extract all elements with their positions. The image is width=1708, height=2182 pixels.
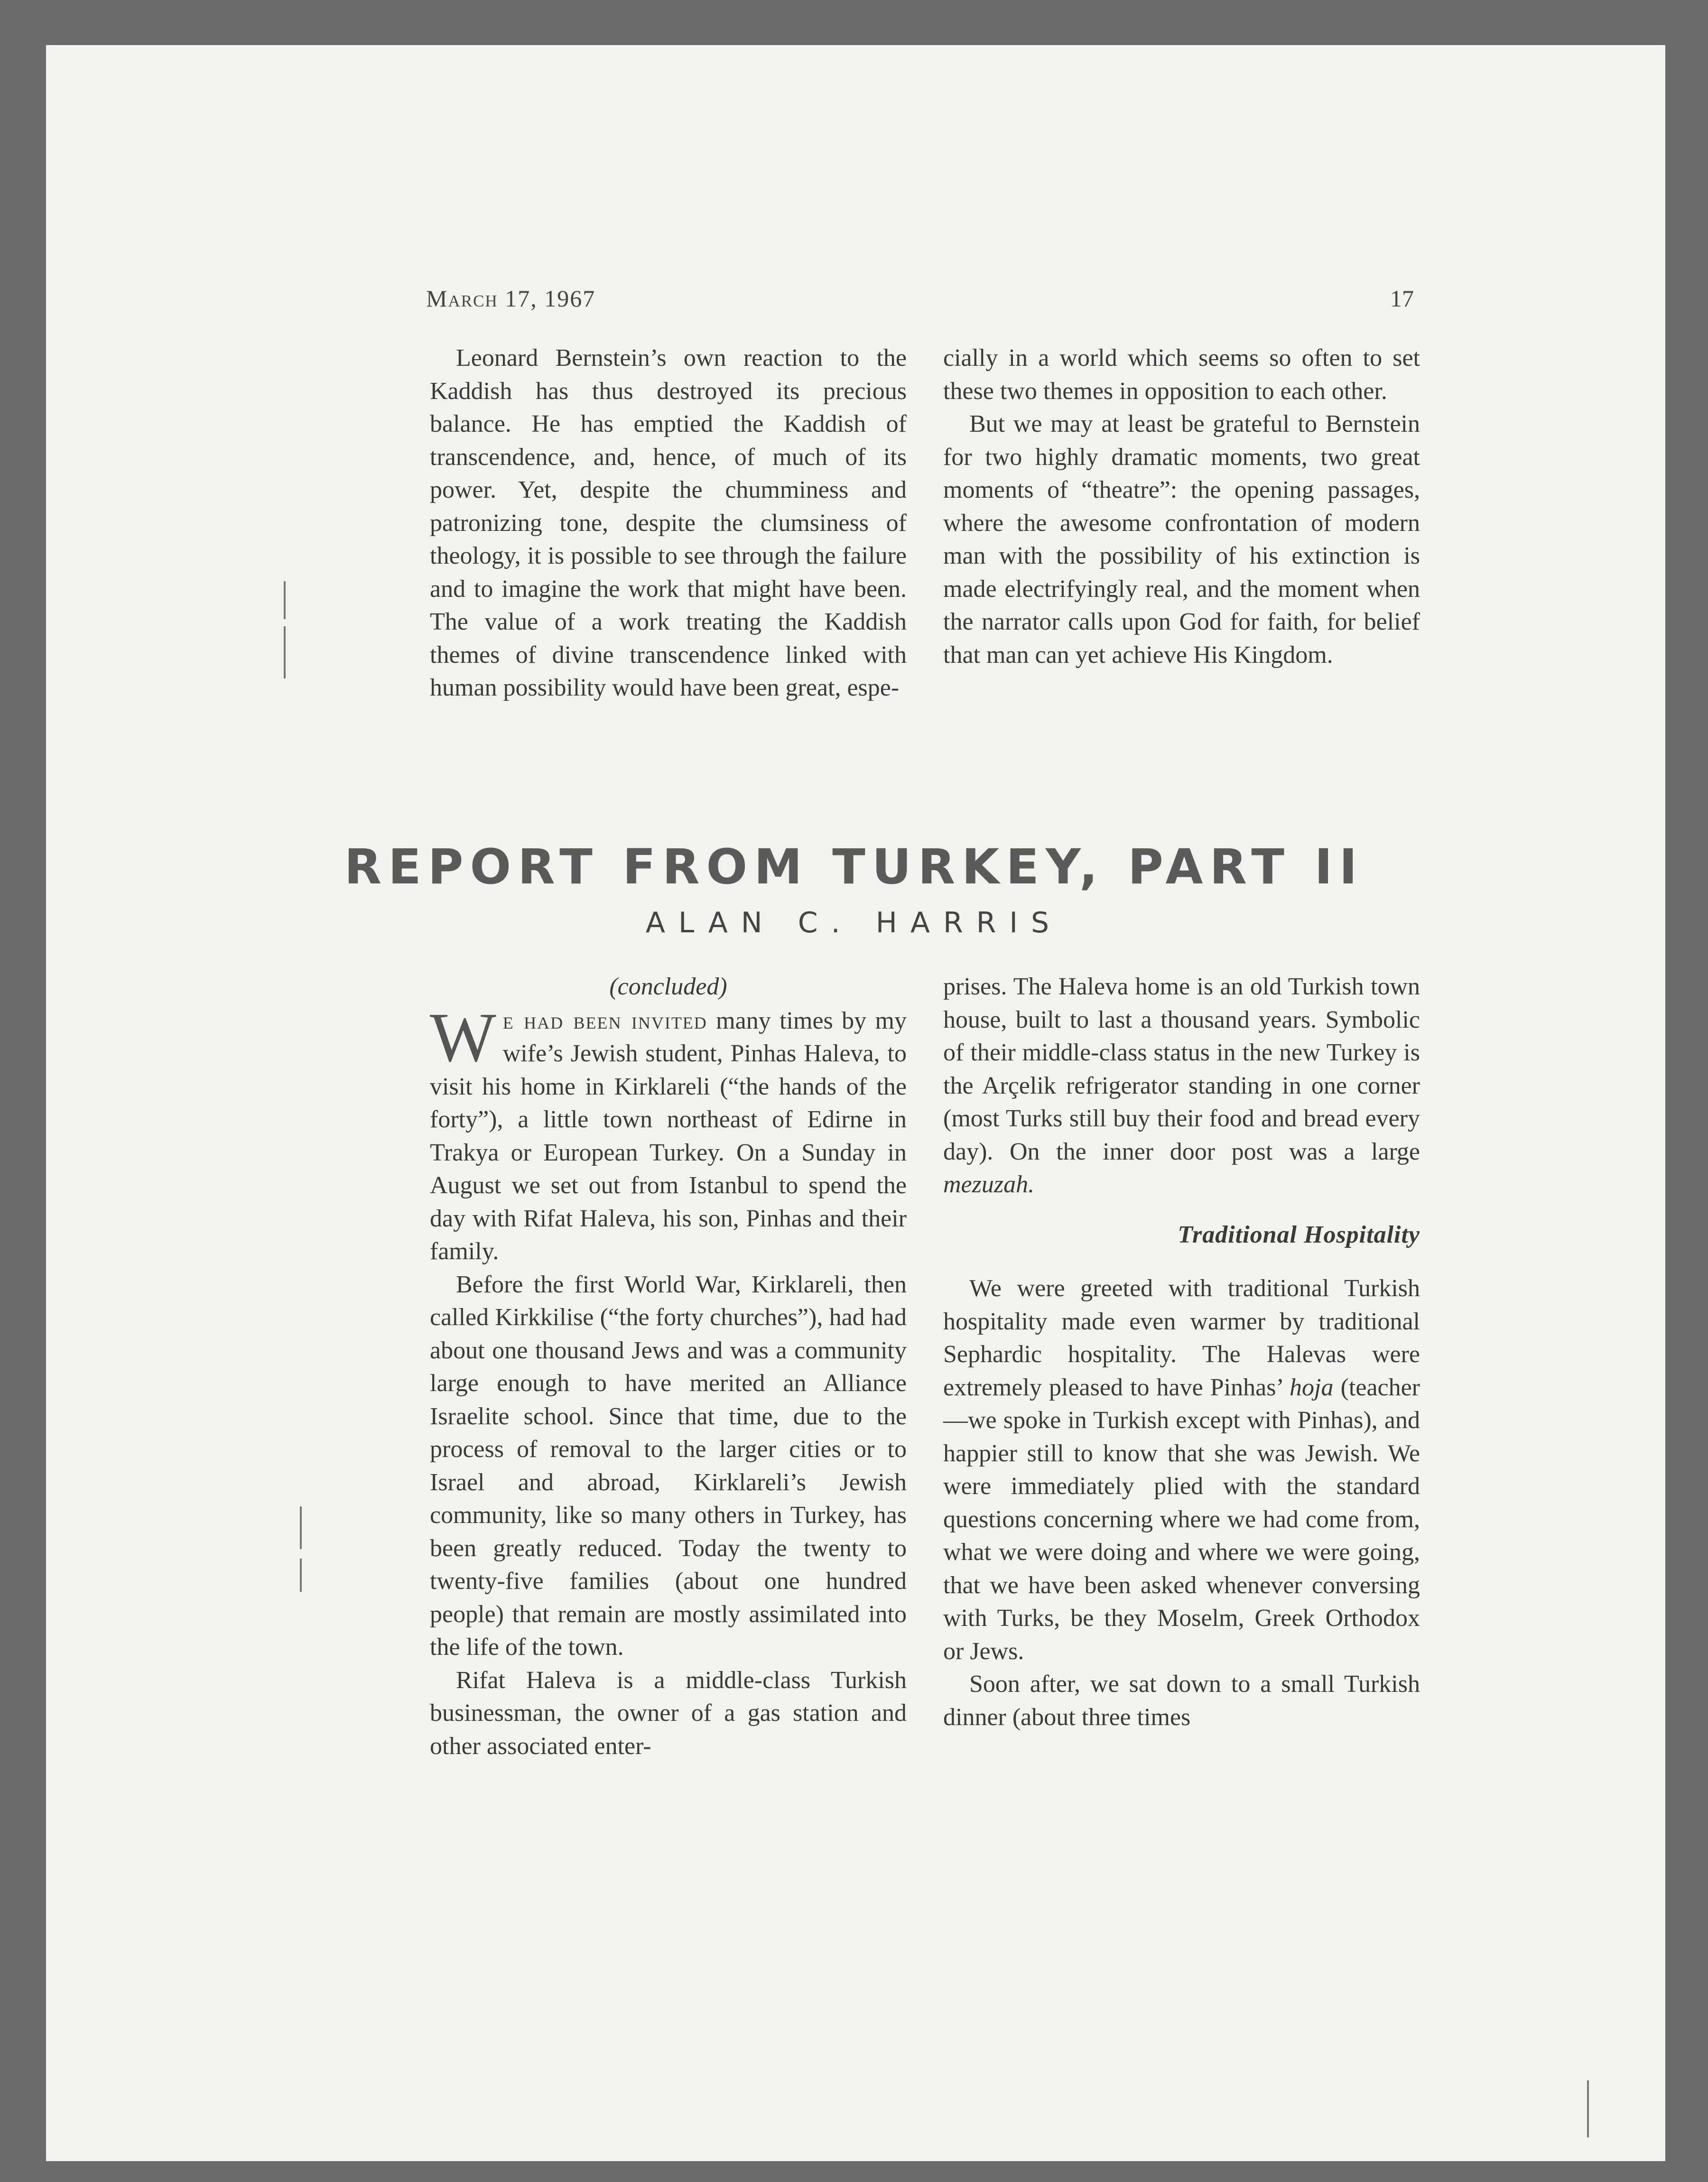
- column-prev-left: [430, 342, 907, 705]
- paragraph-text: (teacher—we spoke in Turkish except with Pinhas), and happier still to know that she was Jewish. We were immediately plied with the standard questions concerning where we had come from, what we were doing and where we were going, that we have been asked whenever conversing with Turks, be they Moselm, Greek Orthodox or Jews.: [943, 1374, 1420, 1665]
- paragraph: Leonard Bernstein’s own reaction to the Kaddish has thus destroyed its precious balance. He has emptied the Kaddish of transcendence, and, hence, of much of its power. Yet, despite the chumminess and patronizing tone, despite the clumsiness of theology, it is possible to see through the failure and to imagine the work that might have been. The value of a work treating the Kaddish themes of divine transcendence linked with human possibility would have been great, espe-: [430, 344, 907, 701]
- issue-date: March 17, 1967: [426, 285, 596, 312]
- page-number: 17: [1390, 285, 1414, 312]
- page-header: [426, 285, 1414, 312]
- first-paragraph: [430, 998, 907, 1268]
- italic-word: mezuzah.: [943, 1171, 1035, 1198]
- paragraph: cially in a world which seems so often to set these two themes in opposition to each other.: [943, 344, 1420, 405]
- article-title: REPORT FROM TURKEY, PART II: [344, 839, 1364, 895]
- paragraph: [943, 1272, 1420, 1668]
- paragraph: Before the first World War, Kirklareli, then called Kirkkilise (“the forty churches”), had had about one thousand Jews and was a community large enough to have merited an Alliance Israelite school. Since that time, due to the process of removal to the larger cities or to Israel and abroad, Kirklareli’s Jewish community, like so many others in Turkey, has been greatly reduced. Today the twenty to twenty-five families (about one hundred people) that remain are mostly assimilated into the life of the town.: [430, 1271, 907, 1661]
- column-article-right: [943, 970, 1420, 1734]
- italic-word: hoja: [1290, 1374, 1334, 1401]
- paragraph: Rifat Haleva is a middle-class Turkish businessman, the owner of a gas station and other associated enter-: [430, 1666, 907, 1760]
- concluded-note: (concluded): [609, 973, 727, 1000]
- column-article-left: [430, 970, 907, 1763]
- paragraph-text: prises. The Haleva home is an old Turkish town house, built to last a thousand years. Symbolic of their middle-class status in the new Turkey is the Arçelik refrigerator standing in one corner (most Turks still buy their food and bread every day). On the inner door post was a large: [943, 973, 1420, 1165]
- scan-mark: [300, 1506, 302, 1549]
- scan-mark: [284, 581, 286, 619]
- subheading: Traditional Hospitality: [1178, 1221, 1420, 1248]
- scan-mark: [1587, 2080, 1589, 2137]
- paragraph-text: We were greeted with traditional Turkish hospitality made even warmer by traditional Sephardic hospitality. The Halevas were extremely pleased to have Pinhas’: [943, 1275, 1420, 1401]
- paragraph: [943, 970, 1420, 1201]
- scan-mark: [284, 626, 286, 678]
- paragraph: Soon after, we sat down to a small Turkish dinner (about three times: [943, 1671, 1420, 1731]
- drop-cap: W: [430, 998, 496, 1077]
- first-paragraph-text: many times by my wife’s Jewish student, Pinhas Haleva, to visit his home in Kirklareli (“the hands of the forty”), a little town northeast of Edirne in Trakya or European Turkey. On a Sunday in August we set out from Istanbul to spend the day with Rifat Haleva, his son, Pinhas and their family.: [430, 1007, 907, 1265]
- paragraph: But we may at least be grateful to Bernstein for two highly dramatic moments, two great moments of “theatre”: the opening passages, where the awesome confrontation of modern man with the possibility of his extinction is made electrifyingly real, and the moment when the narrator calls upon God for faith, for belief that man can yet achieve His Kingdom.: [943, 410, 1420, 669]
- scan-mark: [300, 1559, 302, 1592]
- column-prev-right: [943, 342, 1420, 671]
- article-author: ALAN C. HARRIS: [645, 906, 1063, 939]
- lead-in: e had been invited: [502, 1007, 707, 1034]
